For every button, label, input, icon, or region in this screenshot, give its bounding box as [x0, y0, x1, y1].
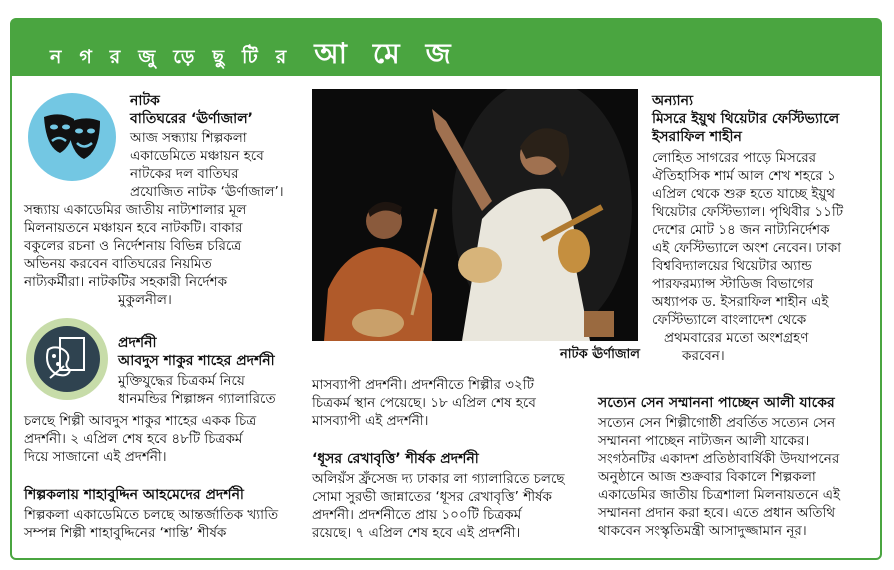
onnanno-line: ফেস্টিভ্যালে বাংলাদেশ থেকে — [652, 312, 807, 328]
continuation-line: চিত্রকর্ম স্থান পেয়েছে। ১৮ এপ্রিল শেষ হবে — [312, 395, 536, 411]
photo-caption: নাটক ঊর্ণাজাল — [560, 347, 640, 362]
palette-canvas-icon — [26, 318, 108, 400]
onnanno-headline: মিসরে ইয়ুথ থিয়েটার ফেস্টিভ্যালে — [652, 111, 840, 127]
banner-title-big: আমেজ — [314, 37, 477, 70]
sotyen-line: থাকবেন সংস্কৃতিমন্ত্রী আসাদুজ্জামান নূর। — [598, 523, 807, 539]
dhusor-line: অলিয়ঁস ফ্রঁসেজ দ্য ঢাকার লা গ্যালারিতে চলছে — [312, 471, 565, 487]
play-photo — [312, 89, 638, 341]
prodorshoni-line: মুক্তিযুদ্ধের চিত্রকর্ম নিয়ে — [118, 373, 245, 389]
sotyen-line: সম্মাননা প্রদান করা হবে। এতে প্রধান অতিথি — [598, 505, 836, 521]
natok-line: আজ সন্ধ্যায় শিল্পকলা — [130, 130, 247, 146]
continuation-line: মাসব্যাপী এই প্রদর্শনী। — [312, 413, 429, 429]
shahabuddin-headline: শিল্পকলায় শাহাবুদ্দিন আহমেদের প্রদর্শনী — [24, 487, 244, 503]
prodorshoni-line: প্রদর্শনী। ২ এপ্রিল শেষ হবে ৪৮টি চিত্রকর্ম — [24, 431, 243, 447]
onnanno-line: লোহিত সাগরের পাড়ে মিসরের — [652, 150, 817, 166]
dhusor-line: রয়েছে। ৭ এপ্রিল শেষ হবে এই প্রদর্শনী। — [312, 525, 521, 541]
prodorshoni-line: দিয়ে সাজানো এই প্রদর্শনী। — [24, 449, 167, 465]
onnanno-line: থিয়েটার ফেস্টিভ্যাল। পৃথিবীর ১১টি — [652, 204, 844, 220]
banner-title-small: নগরজুড়েছুটির — [50, 46, 305, 68]
sotyen-line: অনুষ্ঠানে আজ শুক্রবার বিকালে শিল্পকলা — [598, 469, 816, 485]
natok-line: অভিনয় করবেন বাতিঘরের নিয়মিত — [24, 256, 212, 272]
sotyen-line: সত্যেন সেন শিল্পীগোষ্ঠী প্রবর্তিত সত্যেন সেন — [598, 415, 836, 431]
prodorshoni-line: চলছে শিল্পী আবদুস শাকুর শাহের একক চিত্র — [24, 413, 257, 429]
continuation-line: মাসব্যাপী প্রদর্শনী। প্রদর্শনীতে শিল্পীর ৩২টি — [312, 377, 534, 393]
onnanno-category: অন্যান্য — [652, 93, 694, 109]
natok-headline: বাতিঘরের ‘ঊর্ণাজাল’ — [130, 111, 253, 127]
onnanno-line: ঐতিহাসিক শার্ম আল শেখ শহরে ১ — [652, 168, 836, 184]
onnanno-line: এই ফেস্টিভ্যালে অংশ নেবেন। ঢাকা — [652, 240, 842, 256]
natok-line: সন্ধ্যায় একাডেমির জাতীয় নাট্যশালার মূল — [24, 202, 247, 218]
onnanno-line: পারফরম্যান্স স্টাডিজ বিভাগের — [652, 276, 814, 292]
natok-line: বকুলের রচনা ও নির্দেশনায় বিভিন্ন চরিত্রে — [24, 238, 242, 254]
sotyen-line: একাডেমির জাতীয় চিত্রশালা মিলনায়তনে এই — [598, 487, 841, 503]
onnanno-line: করবেন। — [682, 348, 725, 364]
onnanno-headline: ইসরাফিল শাহীন — [652, 129, 742, 145]
natok-line: প্রযোজিত নাটক ‘ঊর্ণাজাল’। — [130, 184, 284, 200]
natok-line: মিলনায়তনে মঞ্চায়ন হবে নাটকটি। বাকার — [24, 220, 243, 236]
sotyen-line: সংগঠনটির একাদশ প্রতিষ্ঠাবার্ষিকী উদযাপনের — [598, 451, 840, 467]
onnanno-line: প্রথমবারের মতো অংশগ্রহণ — [664, 330, 809, 346]
dhusor-line: সোমা সুরভী জান্নাতের ‘ধূসর রেখাবৃত্তি’ শীর্ষক — [312, 489, 552, 505]
banner — [12, 20, 880, 76]
natok-category: নাটক — [130, 93, 160, 109]
dhusor-headline: ‘ধূসর রেখাবৃত্তি’ শীর্ষক প্রদর্শনী — [312, 451, 479, 467]
shahabuddin-line: সম্পন্ন শিল্পী শাহাবুদ্দিনের ‘শান্তি’ শীর্ষক — [24, 525, 227, 541]
sotyen-headline: সত্যেন সেন সম্মাননা পাচ্ছেন আলী যাকের — [598, 395, 835, 411]
theater-masks-icon — [28, 93, 116, 181]
shahabuddin-line: শিল্পকলা একাডেমিতে চলছে আন্তর্জাতিক খ্যাতি — [24, 507, 279, 523]
onnanno-line: বিশ্ববিদ্যালয়ের থিয়েটার অ্যান্ড — [652, 258, 812, 274]
onnanno-line: এপ্রিল থেকে শুরু হতে যাচ্ছে ইয়ুথ — [652, 186, 836, 202]
natok-line: মুকুলনীল। — [118, 292, 172, 308]
onnanno-line: অধ্যাপক ড. ইসরাফিল শাহীন এই — [652, 294, 829, 310]
onnanno-line: দেশের মোট ১৪ জন নাট্যনির্দেশক — [652, 222, 830, 238]
natok-line: নাট্যকর্মীরা। নাটকটির সহকারী নির্দেশক — [24, 274, 228, 290]
natok-line: নাটকের দল বাতিঘর — [130, 166, 239, 182]
prodorshoni-line: ধানমন্ডির শিল্পাঙ্গন গ্যালারিতে — [118, 391, 276, 407]
prodorshoni-headline: আবদুস শাকুর শাহের প্রদর্শনী — [118, 353, 275, 369]
prodorshoni-category: প্রদর্শনী — [118, 335, 157, 351]
sotyen-line: সম্মাননা পাচ্ছেন নাট্যজন আলী যাকের। — [598, 433, 810, 449]
dhusor-line: প্রদর্শনী। প্রদর্শনীতে প্রায় ১০০টি চিত্রকর্ম — [312, 507, 522, 523]
natok-line: একাডেমিতে মঞ্চায়ন হবে — [130, 148, 264, 164]
